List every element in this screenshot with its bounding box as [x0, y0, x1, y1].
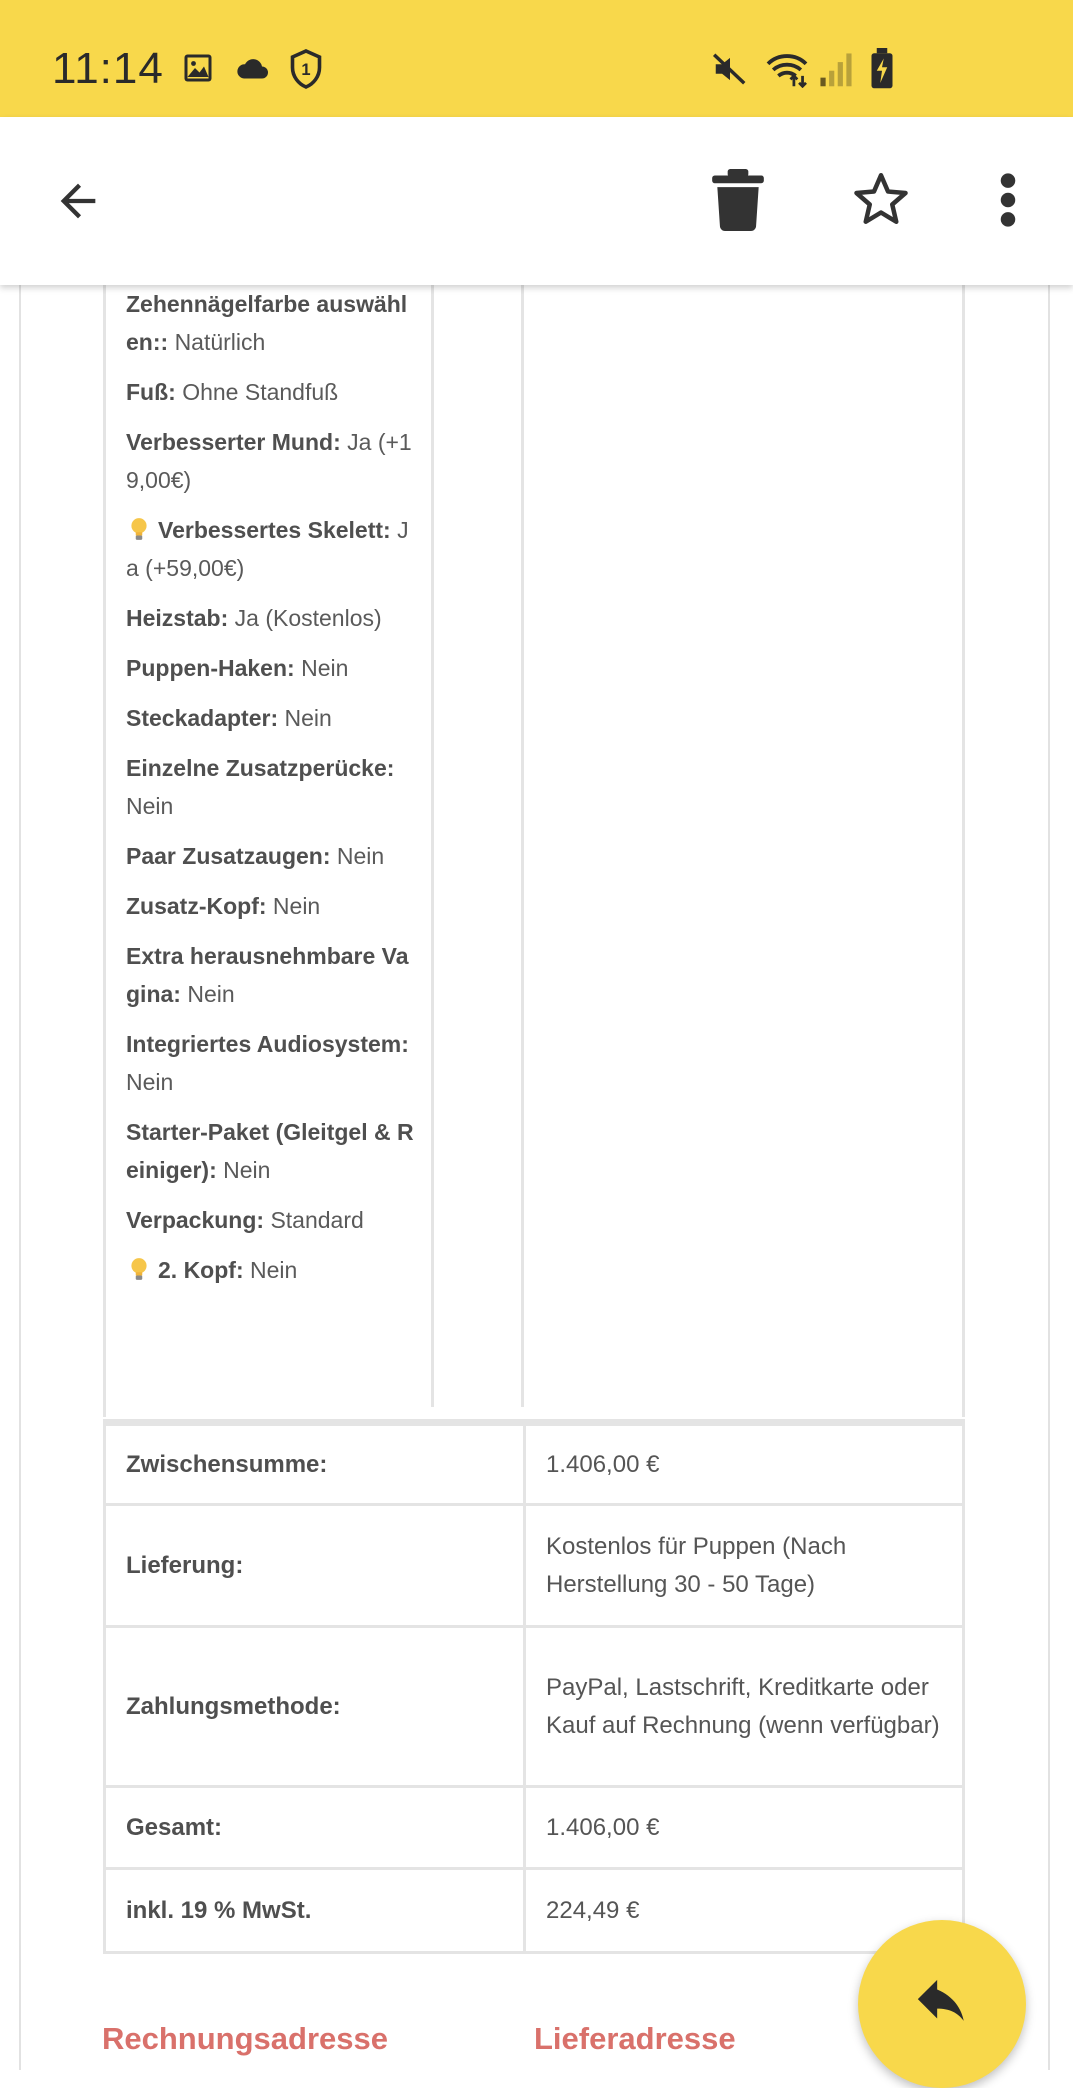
- option-value: Ja (Kostenlos): [234, 605, 382, 631]
- cloud-icon: [234, 50, 272, 86]
- summary-row: [105, 1423, 964, 1505]
- lightbulb-icon: [126, 516, 152, 542]
- option-item: [126, 423, 416, 499]
- option-item: [126, 837, 416, 875]
- option-value: Ja (+19,00€): [126, 429, 412, 493]
- wifi-icon: [764, 50, 810, 88]
- shield-number: 1: [301, 61, 311, 79]
- option-value: Nein: [336, 843, 385, 869]
- option-value: Nein: [250, 1257, 298, 1283]
- option-value: Ohne Standfuß: [182, 379, 339, 405]
- billing-address-title: Rechnungsadresse: [102, 2021, 388, 2056]
- option-label: Puppen-Haken:: [126, 655, 295, 681]
- table-border-left: [103, 285, 106, 1417]
- option-value: Nein: [187, 981, 235, 1007]
- status-bar: [0, 0, 1073, 117]
- summary-value: PayPal, Lastschrift, Kreditkarte oder Kauf auf Rechnung (wenn verfügbar): [525, 1627, 964, 1787]
- summary-value: 224,49 €: [525, 1869, 964, 1953]
- option-item: [126, 1025, 416, 1101]
- vpn-shield-icon: [288, 48, 324, 90]
- option-value: Ja (+59,00€): [126, 517, 409, 581]
- option-value: Nein: [126, 1069, 174, 1095]
- table-border-right: [962, 285, 965, 1417]
- option-label: Fuß:: [126, 379, 176, 405]
- table-divider-2: [521, 285, 524, 1407]
- option-value: Standard: [270, 1207, 364, 1233]
- option-item: [126, 699, 416, 737]
- more-vert-icon[interactable]: [992, 171, 1024, 229]
- option-item: [126, 285, 416, 361]
- option-item: [126, 749, 416, 825]
- status-time: 11:14: [52, 44, 164, 93]
- option-value: Nein: [272, 893, 321, 919]
- table-divider-1: [431, 285, 434, 1407]
- option-value: Natürlich: [174, 329, 266, 355]
- summary-label: Gesamt:: [105, 1787, 525, 1869]
- option-label: Steckadapter:: [126, 705, 279, 731]
- option-item: [126, 1201, 416, 1239]
- battery-charging-icon: [868, 48, 896, 90]
- order-summary-table: [103, 1419, 965, 1954]
- option-label: Verbesserter Mund:: [126, 429, 341, 455]
- option-label: Zusatz-Kopf:: [126, 893, 267, 919]
- summary-value: Kostenlos für Puppen (Nach Herstellung 30 - 50 Tage): [525, 1505, 964, 1627]
- shipping-address-title: Lieferadresse: [534, 2021, 736, 2056]
- option-item: [126, 937, 416, 1013]
- option-label: 2. Kopf:: [158, 1257, 244, 1283]
- trash-icon[interactable]: [712, 169, 764, 231]
- back-arrow-icon[interactable]: [50, 175, 106, 227]
- option-item: [126, 599, 416, 637]
- option-label: Einzelne Zusatzperücke:: [126, 755, 395, 781]
- option-label: Zehennägelfarbe auswählen::: [126, 291, 408, 355]
- summary-row: [105, 1869, 964, 1953]
- email-content[interactable]: [0, 285, 1073, 2070]
- summary-value: 1.406,00 €: [525, 1423, 964, 1505]
- option-item: [126, 1113, 416, 1189]
- option-item: [126, 373, 416, 411]
- option-label: Verpackung:: [126, 1207, 265, 1233]
- option-label: Heizstab:: [126, 605, 229, 631]
- option-label: Integriertes Audiosystem:: [126, 1031, 409, 1057]
- product-options-list: [126, 285, 416, 1301]
- lightbulb-icon: [126, 1256, 152, 1282]
- option-value: Nein: [223, 1157, 271, 1183]
- summary-row: [105, 1505, 964, 1627]
- star-icon[interactable]: [850, 169, 912, 229]
- mute-icon: [710, 50, 750, 88]
- option-value: Nein: [284, 705, 332, 731]
- summary-label: Lieferung:: [105, 1505, 525, 1627]
- option-value: Nein: [301, 655, 349, 681]
- signal-icon: [818, 50, 854, 88]
- summary-row: [105, 1627, 964, 1787]
- summary-value: 1.406,00 €: [525, 1787, 964, 1869]
- option-item: [126, 1251, 416, 1289]
- option-item: [126, 649, 416, 687]
- option-label: Paar Zusatzaugen:: [126, 843, 331, 869]
- summary-label: Zahlungsmethode:: [105, 1627, 525, 1787]
- option-label: Verbessertes Skelett:: [158, 517, 391, 543]
- option-label: Extra herausnehmbare Vagina:: [126, 943, 409, 1007]
- summary-label: inkl. 19 % MwSt.: [105, 1869, 525, 1953]
- reply-icon: [913, 1979, 971, 2029]
- image-icon: [180, 50, 216, 86]
- option-label: Starter-Paket (Gleitgel & Reiniger):: [126, 1119, 414, 1183]
- option-item: [126, 511, 416, 587]
- summary-row: [105, 1787, 964, 1869]
- option-value: Nein: [126, 793, 174, 819]
- reply-button[interactable]: [858, 1920, 1026, 2088]
- app-bar: [0, 117, 1073, 285]
- option-item: [126, 887, 416, 925]
- summary-label: Zwischensumme:: [105, 1423, 525, 1505]
